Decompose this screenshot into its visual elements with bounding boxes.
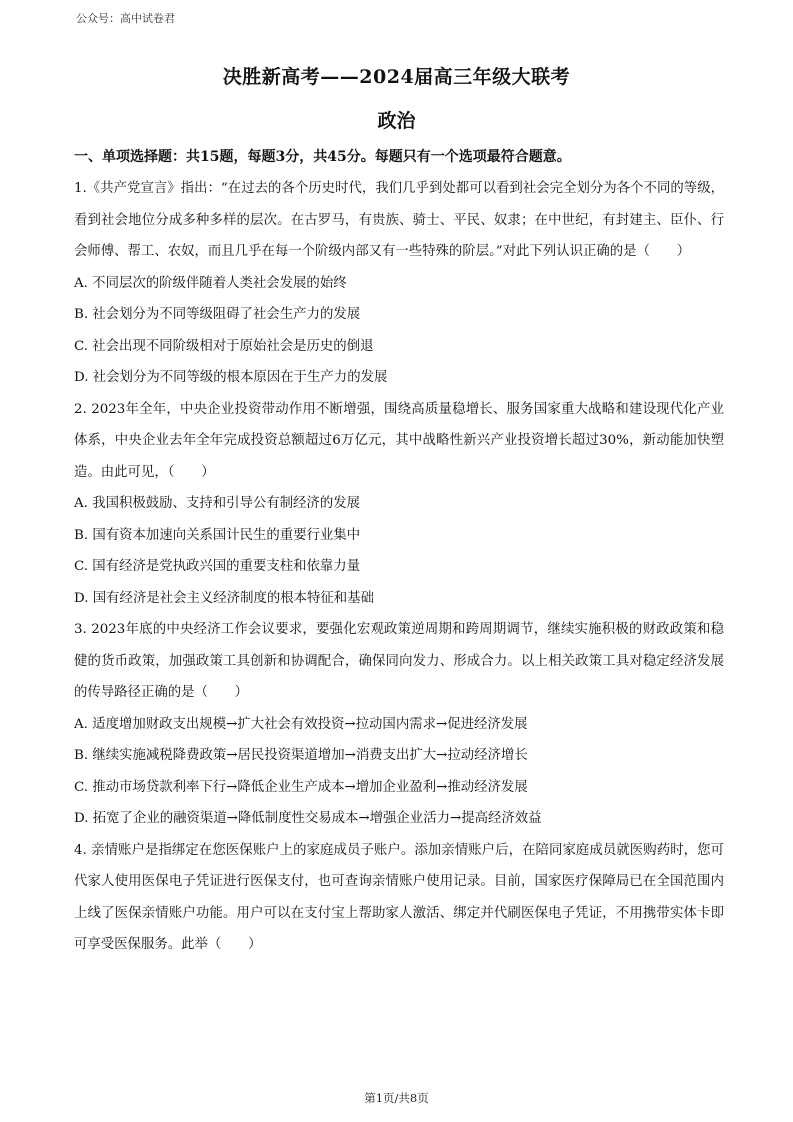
exam-title: 决胜新高考——2024届高三年级大联考 <box>222 66 571 88</box>
option-a: A. 我国积极鼓励、支持和引导公有制经济的发展 <box>74 496 360 511</box>
option-d: D. 社会划分为不同等级的根本原因在于生产力的发展 <box>74 370 388 385</box>
option-c: C. 社会出现不同阶级相对于原始社会是历史的倒退 <box>74 338 374 354</box>
question-stem: 2. 2023年全年，中央企业投资带动作用不断增强，围绕高质量稳增长、服务国家重大战略和建设现代化产业体系，中央企业去年全年完成投资总额超过6万亿元，其中战略性新兴产业投资增长超过30%，新动能加快塑造。由此可见，（ ） <box>74 401 724 480</box>
option-d: D. 国有经济是社会主义经济制度的根本特征和基础 <box>74 590 374 606</box>
question-stem: 4. 亲情账户是指绑定在您医保账户上的家庭成员子账户。添加亲情账户后，在陪同家庭成员就医购药时，您可代家人使用医保电子凭证进行医保支付，也可查询亲情账户使用记录。目前，国家医疗保障局已在全国范围内上线了医保亲情账户功能。用户可以在支付宝上帮助家人激活、绑定并代刷医保电子凭证，不用携带实体卡即可享受医保服务。此举（ ） <box>74 842 724 952</box>
exam-content <box>74 144 724 961</box>
option-a: A. 适度增加财政支出规模→扩大社会有效投资→拉动国内需求→促进经济发展 <box>74 716 528 732</box>
question-1 <box>74 173 724 394</box>
option-b: B. 国有资本加速向关系国计民生的重要行业集中 <box>74 527 361 543</box>
subject-title: 政治 <box>377 110 416 132</box>
question-2 <box>74 394 724 615</box>
question-3 <box>74 614 724 835</box>
question-stem: 3. 2023年底的中央经济工作会议要求，要强化宏观政策逆周期和跨周期调节，继续实施积极的财政政策和稳健的货币政策，加强政策工具创新和协调配合，确保同向发力、形成合力。以上相关政策工具对稳定经济发展的传导路径正确的是（ ） <box>74 622 724 700</box>
option-b: B. 社会划分为不同等级阻碍了社会生产力的发展 <box>74 307 361 322</box>
option-b: B. 继续实施减税降费政策→居民投资渠道增加→消费支出扩大→拉动经济增长 <box>74 748 528 763</box>
header-note: 公众号：高中试卷君 <box>76 12 175 25</box>
option-d: D. 拓宽了企业的融资渠道→降低制度性交易成本→增强企业活力→提高经济效益 <box>74 811 542 826</box>
question-stem: 1.《共产党宣言》指出：“在过去的各个历史时代，我们几乎到处都可以看到社会完全划分为各个不同的等级，看到社会地位分成多种多样的层次。在古罗马，有贵族、骑士、平民、奴隶；在中世纪，有封建主、臣仆、行会师傅、帮工、农奴，而且几乎在每一个阶级内部又有一些特殊的阶层。”对此下列认识正确的是（ ） <box>74 181 724 259</box>
question-4 <box>74 835 724 961</box>
section-heading: 一、单项选择题：共15题，每题3分，共45分。每题只有一个选项最符合题意。 <box>74 149 571 165</box>
option-c: C. 推动市场贷款利率下行→降低企业生产成本→增加企业盈利→推动经济发展 <box>74 779 528 795</box>
option-c: C. 国有经济是党执政兴国的重要支柱和依靠力量 <box>74 559 361 574</box>
page-footer: 第1页/共8页 <box>364 1091 429 1105</box>
option-a: A. 不同层次的阶级伴随着人类社会发展的始终 <box>74 275 347 291</box>
